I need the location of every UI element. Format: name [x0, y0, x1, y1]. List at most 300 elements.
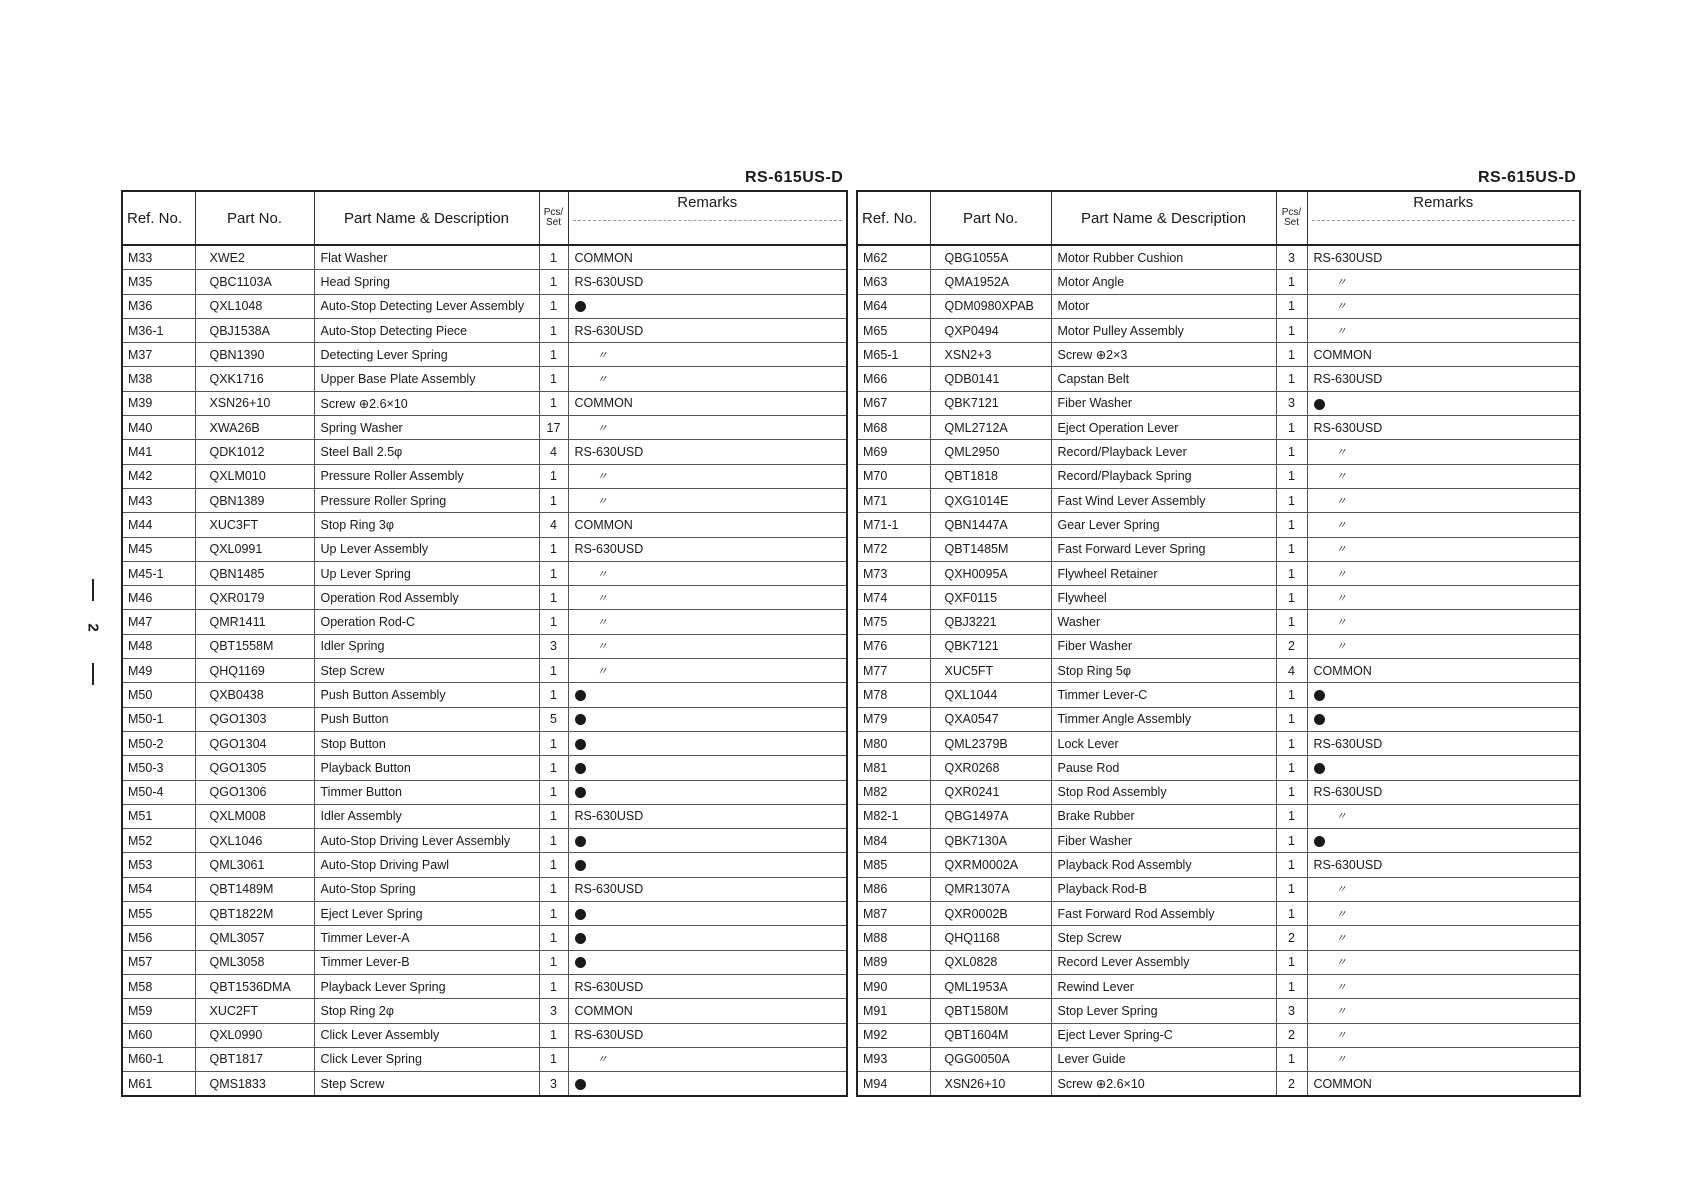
remarks-cell: 〃: [568, 634, 847, 658]
remarks-cell: 〃: [1307, 294, 1580, 318]
part-no-cell: QBK7121: [930, 634, 1051, 658]
ref-no-cell: M84: [857, 829, 930, 853]
part-name-cell: Stop Ring 5φ: [1051, 659, 1276, 683]
part-name-cell: Screw ⊕2.6×10: [314, 391, 539, 415]
part-no-cell: QXR0241: [930, 780, 1051, 804]
part-no-cell: QXF0115: [930, 586, 1051, 610]
remarks-cell: 〃: [568, 488, 847, 512]
part-name-cell: Lock Lever: [1051, 731, 1276, 755]
ref-no-cell: M79: [857, 707, 930, 731]
table-row: [122, 829, 847, 853]
part-name-cell: Auto-Stop Detecting Piece: [314, 318, 539, 342]
part-no-cell: QGO1306: [195, 780, 314, 804]
part-name-cell: Flywheel Retainer: [1051, 561, 1276, 585]
table-row: [857, 586, 1580, 610]
table-row: [857, 318, 1580, 342]
ref-no-cell: M80: [857, 731, 930, 755]
part-name-cell: Motor: [1051, 294, 1276, 318]
part-no-cell: QGG0050A: [930, 1047, 1051, 1071]
ref-no-cell: M76: [857, 634, 930, 658]
circled-mark-icon: [575, 860, 586, 871]
part-no-cell: QGO1305: [195, 756, 314, 780]
part-no-cell: QHQ1168: [930, 926, 1051, 950]
ref-no-header: Ref. No.: [857, 191, 930, 245]
table-row: [857, 853, 1580, 877]
pcs-set-cell: 1: [539, 659, 568, 683]
part-name-cell: Auto-Stop Driving Pawl: [314, 853, 539, 877]
ref-no-cell: M60: [122, 1023, 195, 1047]
remarks-cell: 〃: [568, 367, 847, 391]
page-number: 2: [84, 623, 102, 632]
table-row: [122, 440, 847, 464]
ref-no-cell: M50: [122, 683, 195, 707]
remarks-cell: [1307, 756, 1580, 780]
ref-no-cell: M90: [857, 974, 930, 998]
ref-no-cell: M59: [122, 999, 195, 1023]
pcs-set-cell: 3: [539, 1072, 568, 1097]
parts-table-right: [856, 190, 1581, 1097]
remarks-cell: [568, 683, 847, 707]
table-row: [122, 391, 847, 415]
table-row: [857, 683, 1580, 707]
part-name-cell: Pressure Roller Assembly: [314, 464, 539, 488]
table-row: [122, 488, 847, 512]
pcs-set-cell: 1: [539, 586, 568, 610]
circled-mark-icon: [575, 690, 586, 701]
remarks-cell: 〃: [1307, 926, 1580, 950]
table-row: [857, 343, 1580, 367]
part-no-cell: QBT1604M: [930, 1023, 1051, 1047]
table-row: [122, 950, 847, 974]
remarks-cell: RS-630USD: [568, 877, 847, 901]
table-row: [857, 1047, 1580, 1071]
part-name-cell: Idler Assembly: [314, 804, 539, 828]
remarks-cell: COMMON: [1307, 659, 1580, 683]
remarks-cell: [1307, 683, 1580, 707]
ref-no-cell: M75: [857, 610, 930, 634]
remarks-cell: 〃: [1307, 318, 1580, 342]
ref-no-cell: M50-4: [122, 780, 195, 804]
part-name-cell: Push Button Assembly: [314, 683, 539, 707]
ref-no-cell: M46: [122, 586, 195, 610]
part-no-header: Part No.: [930, 191, 1051, 245]
remarks-cell: [568, 780, 847, 804]
remarks-cell: COMMON: [568, 391, 847, 415]
remarks-header: Remarks: [1307, 191, 1580, 245]
ref-no-cell: M48: [122, 634, 195, 658]
part-name-cell: Auto-Stop Spring: [314, 877, 539, 901]
ref-no-cell: M62: [857, 245, 930, 270]
table-row: [122, 756, 847, 780]
part-no-cell: QXL1044: [930, 683, 1051, 707]
pcs-set-cell: 1: [539, 270, 568, 294]
remarks-cell: 〃: [568, 561, 847, 585]
circled-mark-icon: [575, 787, 586, 798]
pcs-set-cell: 1: [539, 537, 568, 561]
pcs-set-cell: 2: [1276, 634, 1307, 658]
part-name-cell: Stop Ring 3φ: [314, 513, 539, 537]
remarks-cell: [568, 731, 847, 755]
ref-no-cell: M38: [122, 367, 195, 391]
part-no-cell: QML2712A: [930, 416, 1051, 440]
part-no-cell: QBT1536DMA: [195, 974, 314, 998]
table-row: [122, 707, 847, 731]
part-no-cell: QBJ3221: [930, 610, 1051, 634]
remarks-cell: [568, 950, 847, 974]
part-no-cell: QGO1304: [195, 731, 314, 755]
part-no-cell: QDK1012: [195, 440, 314, 464]
pcs-set-cell: 1: [539, 829, 568, 853]
table-row: [857, 561, 1580, 585]
table-row: [122, 343, 847, 367]
pcs-set-cell: 1: [1276, 902, 1307, 926]
part-no-cell: QML2379B: [930, 731, 1051, 755]
part-name-cell: Playback Rod Assembly: [1051, 853, 1276, 877]
part-name-cell: Playback Button: [314, 756, 539, 780]
ref-no-cell: M88: [857, 926, 930, 950]
part-name-cell: Timmer Lever-B: [314, 950, 539, 974]
table-row: [857, 1023, 1580, 1047]
table-row: [857, 440, 1580, 464]
ref-no-cell: M50-3: [122, 756, 195, 780]
part-name-cell: Motor Rubber Cushion: [1051, 245, 1276, 270]
part-name-cell: Fast Forward Lever Spring: [1051, 537, 1276, 561]
pcs-set-cell: 1: [1276, 707, 1307, 731]
pcs-set-cell: 1: [539, 367, 568, 391]
remarks-cell: RS-630USD: [568, 270, 847, 294]
table-row: [857, 488, 1580, 512]
pcs-set-cell: 1: [1276, 440, 1307, 464]
ref-no-cell: M41: [122, 440, 195, 464]
pcs-set-cell: 1: [539, 294, 568, 318]
circled-mark-icon: [575, 739, 586, 750]
part-no-cell: QBG1497A: [930, 804, 1051, 828]
remarks-cell: 〃: [1307, 464, 1580, 488]
pcs-set-cell: 2: [1276, 1023, 1307, 1047]
part-name-cell: Push Button: [314, 707, 539, 731]
remarks-cell: 〃: [568, 343, 847, 367]
ref-no-cell: M68: [857, 416, 930, 440]
table-row: [857, 367, 1580, 391]
ref-no-cell: M43: [122, 488, 195, 512]
ref-no-cell: M70: [857, 464, 930, 488]
part-name-cell: Capstan Belt: [1051, 367, 1276, 391]
part-name-cell: Eject Operation Lever: [1051, 416, 1276, 440]
pcs-set-cell: 1: [1276, 829, 1307, 853]
part-name-cell: Fiber Washer: [1051, 634, 1276, 658]
pcs-set-cell: 1: [539, 1023, 568, 1047]
ref-no-cell: M50-2: [122, 731, 195, 755]
margin-dash-top: [92, 579, 94, 601]
remarks-cell: RS-630USD: [568, 440, 847, 464]
part-no-cell: QBK7121: [930, 391, 1051, 415]
ref-no-cell: M53: [122, 853, 195, 877]
remarks-cell: 〃: [1307, 950, 1580, 974]
ref-no-cell: M65: [857, 318, 930, 342]
part-name-cell: Fiber Washer: [1051, 829, 1276, 853]
ref-no-cell: M85: [857, 853, 930, 877]
pcs-set-cell: 2: [1276, 926, 1307, 950]
part-no-cell: QBN1485: [195, 561, 314, 585]
part-no-cell: XUC3FT: [195, 513, 314, 537]
table-row: [857, 659, 1580, 683]
part-name-cell: Screw ⊕2×3: [1051, 343, 1276, 367]
remarks-cell: [568, 1072, 847, 1097]
part-no-cell: QBT1818: [930, 464, 1051, 488]
remarks-cell: COMMON: [568, 999, 847, 1023]
circled-mark-icon: [1314, 399, 1325, 410]
remarks-cell: 〃: [1307, 513, 1580, 537]
ref-no-cell: M47: [122, 610, 195, 634]
table-row: [122, 245, 847, 270]
table-row: [122, 659, 847, 683]
part-name-cell: Motor Angle: [1051, 270, 1276, 294]
part-no-header: Part No.: [195, 191, 314, 245]
pcs-set-cell: 1: [1276, 464, 1307, 488]
table-row: [857, 634, 1580, 658]
part-no-cell: QXL0828: [930, 950, 1051, 974]
table-row: [857, 829, 1580, 853]
ref-no-cell: M42: [122, 464, 195, 488]
table-row: [122, 294, 847, 318]
table-row: [122, 683, 847, 707]
part-name-header: Part Name & Description: [1051, 191, 1276, 245]
part-name-cell: Stop Lever Spring: [1051, 999, 1276, 1023]
part-no-cell: QBT1580M: [930, 999, 1051, 1023]
part-no-cell: QBT1558M: [195, 634, 314, 658]
pcs-set-cell: 1: [539, 683, 568, 707]
pcs-set-cell: 1: [539, 756, 568, 780]
pcs-set-cell: 1: [1276, 488, 1307, 512]
part-name-cell: Record/Playback Lever: [1051, 440, 1276, 464]
table-row: [122, 367, 847, 391]
ref-no-cell: M82-1: [857, 804, 930, 828]
pcs-set-cell: 3: [539, 634, 568, 658]
circled-mark-icon: [1314, 690, 1325, 701]
table-row: [122, 464, 847, 488]
part-no-cell: QMS1833: [195, 1072, 314, 1097]
ref-no-cell: M87: [857, 902, 930, 926]
pcs-set-cell: 2: [1276, 1072, 1307, 1097]
ref-no-cell: M81: [857, 756, 930, 780]
part-no-cell: QXA0547: [930, 707, 1051, 731]
remarks-cell: 〃: [568, 1047, 847, 1071]
part-no-cell: XSN26+10: [195, 391, 314, 415]
table-row: [122, 1023, 847, 1047]
remarks-cell: COMMON: [568, 513, 847, 537]
part-no-cell: XWA26B: [195, 416, 314, 440]
part-no-cell: QML3057: [195, 926, 314, 950]
pcs-set-cell: 1: [1276, 950, 1307, 974]
pcs-set-cell: 1: [539, 731, 568, 755]
part-no-cell: QXH0095A: [930, 561, 1051, 585]
ref-no-cell: M71: [857, 488, 930, 512]
remarks-cell: RS-630USD: [568, 1023, 847, 1047]
remarks-cell: 〃: [1307, 270, 1580, 294]
part-name-cell: Flat Washer: [314, 245, 539, 270]
part-no-cell: QBN1390: [195, 343, 314, 367]
remarks-cell: RS-630USD: [568, 804, 847, 828]
pcs-set-cell: 3: [1276, 391, 1307, 415]
pcs-set-cell: 1: [539, 343, 568, 367]
ref-no-cell: M64: [857, 294, 930, 318]
table-row: [122, 804, 847, 828]
pcs-set-cell: 1: [539, 877, 568, 901]
table-row: [122, 610, 847, 634]
part-no-cell: XWE2: [195, 245, 314, 270]
part-name-cell: Timmer Lever-C: [1051, 683, 1276, 707]
part-name-cell: Click Lever Assembly: [314, 1023, 539, 1047]
remarks-cell: 〃: [1307, 1023, 1580, 1047]
part-name-cell: Stop Button: [314, 731, 539, 755]
table-row: [122, 902, 847, 926]
pcs-set-cell: 1: [1276, 586, 1307, 610]
part-no-cell: QXL0991: [195, 537, 314, 561]
part-name-cell: Pause Rod: [1051, 756, 1276, 780]
remarks-cell: RS-630USD: [1307, 245, 1580, 270]
part-no-cell: QXL1048: [195, 294, 314, 318]
part-no-cell: QXB0438: [195, 683, 314, 707]
remarks-cell: 〃: [1307, 999, 1580, 1023]
ref-no-cell: M60-1: [122, 1047, 195, 1071]
remarks-cell: RS-630USD: [1307, 780, 1580, 804]
ref-no-cell: M36: [122, 294, 195, 318]
part-name-cell: Up Lever Assembly: [314, 537, 539, 561]
pcs-set-cell: 4: [539, 513, 568, 537]
margin-dash-bottom: [92, 663, 94, 685]
circled-mark-icon: [575, 714, 586, 725]
part-no-cell: QDM0980XPAB: [930, 294, 1051, 318]
part-no-cell: QXLM008: [195, 804, 314, 828]
table-row: [122, 780, 847, 804]
table-header-row: [857, 191, 1580, 245]
ref-no-cell: M58: [122, 974, 195, 998]
circled-mark-icon: [575, 1079, 586, 1090]
table-row: [857, 270, 1580, 294]
part-name-cell: Auto-Stop Detecting Lever Assembly: [314, 294, 539, 318]
ref-no-cell: M77: [857, 659, 930, 683]
part-name-cell: Spring Washer: [314, 416, 539, 440]
pcs-set-cell: 1: [1276, 561, 1307, 585]
table-row: [122, 270, 847, 294]
part-name-cell: Upper Base Plate Assembly: [314, 367, 539, 391]
ref-no-cell: M33: [122, 245, 195, 270]
part-name-cell: Idler Spring: [314, 634, 539, 658]
part-no-cell: QXG1014E: [930, 488, 1051, 512]
remarks-cell: [568, 902, 847, 926]
part-no-cell: XUC5FT: [930, 659, 1051, 683]
remarks-cell: 〃: [1307, 1047, 1580, 1071]
pcs-set-cell: 1: [539, 974, 568, 998]
pcs-set-cell: 3: [1276, 999, 1307, 1023]
remarks-cell: [568, 294, 847, 318]
ref-no-cell: M71-1: [857, 513, 930, 537]
table-row: [857, 464, 1580, 488]
ref-no-cell: M82: [857, 780, 930, 804]
remarks-cell: 〃: [1307, 634, 1580, 658]
ref-no-cell: M45: [122, 537, 195, 561]
remarks-cell: 〃: [568, 586, 847, 610]
table-row: [122, 877, 847, 901]
remarks-cell: RS-630USD: [1307, 853, 1580, 877]
remarks-cell: 〃: [1307, 586, 1580, 610]
part-name-cell: Detecting Lever Spring: [314, 343, 539, 367]
pcs-set-cell: 3: [1276, 245, 1307, 270]
ref-no-cell: M91: [857, 999, 930, 1023]
part-name-cell: Step Screw: [314, 659, 539, 683]
ref-no-cell: M93: [857, 1047, 930, 1071]
pcs-set-cell: 1: [1276, 1047, 1307, 1071]
table-row: [122, 586, 847, 610]
parts-table-left: [121, 190, 848, 1097]
pcs-set-cell: 1: [1276, 683, 1307, 707]
ref-no-cell: M35: [122, 270, 195, 294]
table-row: [857, 804, 1580, 828]
part-no-cell: QBT1822M: [195, 902, 314, 926]
pcs-set-cell: 5: [539, 707, 568, 731]
part-name-cell: Click Lever Spring: [314, 1047, 539, 1071]
pcs-set-cell: 1: [539, 561, 568, 585]
table-row: [857, 245, 1580, 270]
circled-mark-icon: [575, 763, 586, 774]
part-no-cell: QMR1411: [195, 610, 314, 634]
ref-no-cell: M67: [857, 391, 930, 415]
ref-no-cell: M36-1: [122, 318, 195, 342]
model-title-left: RS-615US-D: [745, 169, 844, 186]
part-no-cell: QXR0179: [195, 586, 314, 610]
remarks-cell: 〃: [1307, 974, 1580, 998]
part-name-cell: Stop Ring 2φ: [314, 999, 539, 1023]
remarks-cell: 〃: [568, 659, 847, 683]
ref-no-cell: M72: [857, 537, 930, 561]
pcs-set-cell: 17: [539, 416, 568, 440]
circled-mark-icon: [575, 836, 586, 847]
remarks-header: Remarks: [568, 191, 847, 245]
pcs-set-cell: 1: [1276, 804, 1307, 828]
part-name-cell: Stop Rod Assembly: [1051, 780, 1276, 804]
ref-no-cell: M56: [122, 926, 195, 950]
part-name-cell: Timmer Lever-A: [314, 926, 539, 950]
pcs-set-cell: 1: [1276, 416, 1307, 440]
remarks-cell: RS-630USD: [568, 537, 847, 561]
circled-mark-icon: [575, 909, 586, 920]
parts-table-right-body: [857, 245, 1580, 1096]
remarks-cell: 〃: [568, 416, 847, 440]
part-no-cell: QBG1055A: [930, 245, 1051, 270]
part-name-cell: Washer: [1051, 610, 1276, 634]
part-no-cell: QML1953A: [930, 974, 1051, 998]
part-no-cell: QBT1489M: [195, 877, 314, 901]
ref-no-cell: M94: [857, 1072, 930, 1097]
table-row: [122, 974, 847, 998]
table-row: [122, 999, 847, 1023]
part-no-cell: QXL0990: [195, 1023, 314, 1047]
part-no-cell: QBN1389: [195, 488, 314, 512]
part-name-cell: Playback Lever Spring: [314, 974, 539, 998]
pcs-set-cell: 1: [539, 902, 568, 926]
remarks-cell: COMMON: [1307, 343, 1580, 367]
remarks-cell: RS-630USD: [1307, 367, 1580, 391]
table-row: [857, 294, 1580, 318]
pcs-set-cell: 4: [539, 440, 568, 464]
table-row: [122, 416, 847, 440]
part-no-cell: QML2950: [930, 440, 1051, 464]
pcs-set-cell: 1: [1276, 731, 1307, 755]
circled-mark-icon: [1314, 714, 1325, 725]
remarks-cell: RS-630USD: [568, 974, 847, 998]
table-row: [122, 513, 847, 537]
part-no-cell: QBN1447A: [930, 513, 1051, 537]
